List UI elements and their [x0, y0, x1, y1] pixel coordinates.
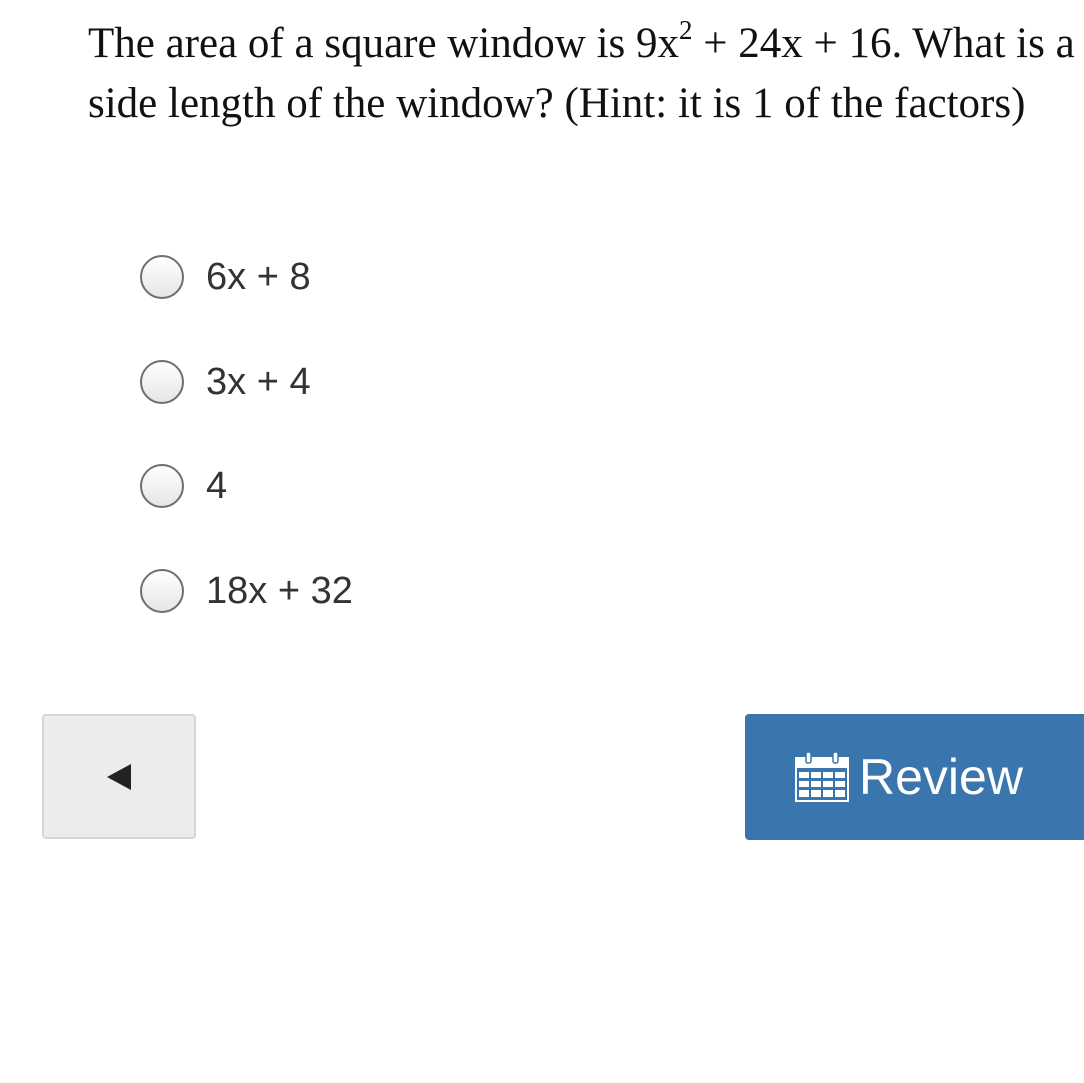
answer-option-1-label: 6x + 8 [206, 255, 311, 298]
review-button[interactable] [745, 714, 1084, 840]
answer-option-1[interactable] [140, 253, 311, 301]
answer-option-2[interactable] [140, 358, 311, 406]
radio-button-3[interactable] [140, 464, 184, 508]
left-triangle-icon [107, 764, 131, 790]
radio-button-1[interactable] [140, 255, 184, 299]
question-exponent: 2 [679, 15, 693, 45]
answer-option-3[interactable] [140, 462, 227, 510]
question-text-suffix: + 24x + 16. What is a side length of the window? (Hint: it is 1 of the factors) [88, 20, 1075, 127]
answer-option-3-label: 4 [206, 464, 228, 507]
question-text-prefix: The area of a square window is 9x [88, 20, 680, 67]
radio-button-2[interactable] [140, 360, 184, 404]
question-text [88, 14, 1078, 134]
back-button[interactable] [42, 714, 196, 839]
radio-button-4[interactable] [140, 569, 184, 613]
calendar-icon [795, 752, 849, 802]
answer-option-4-label: 18x + 32 [206, 569, 353, 612]
answer-option-4[interactable] [140, 567, 353, 615]
answer-option-2-label: 3x + 4 [206, 360, 311, 403]
review-button-label: Review [859, 749, 1023, 805]
